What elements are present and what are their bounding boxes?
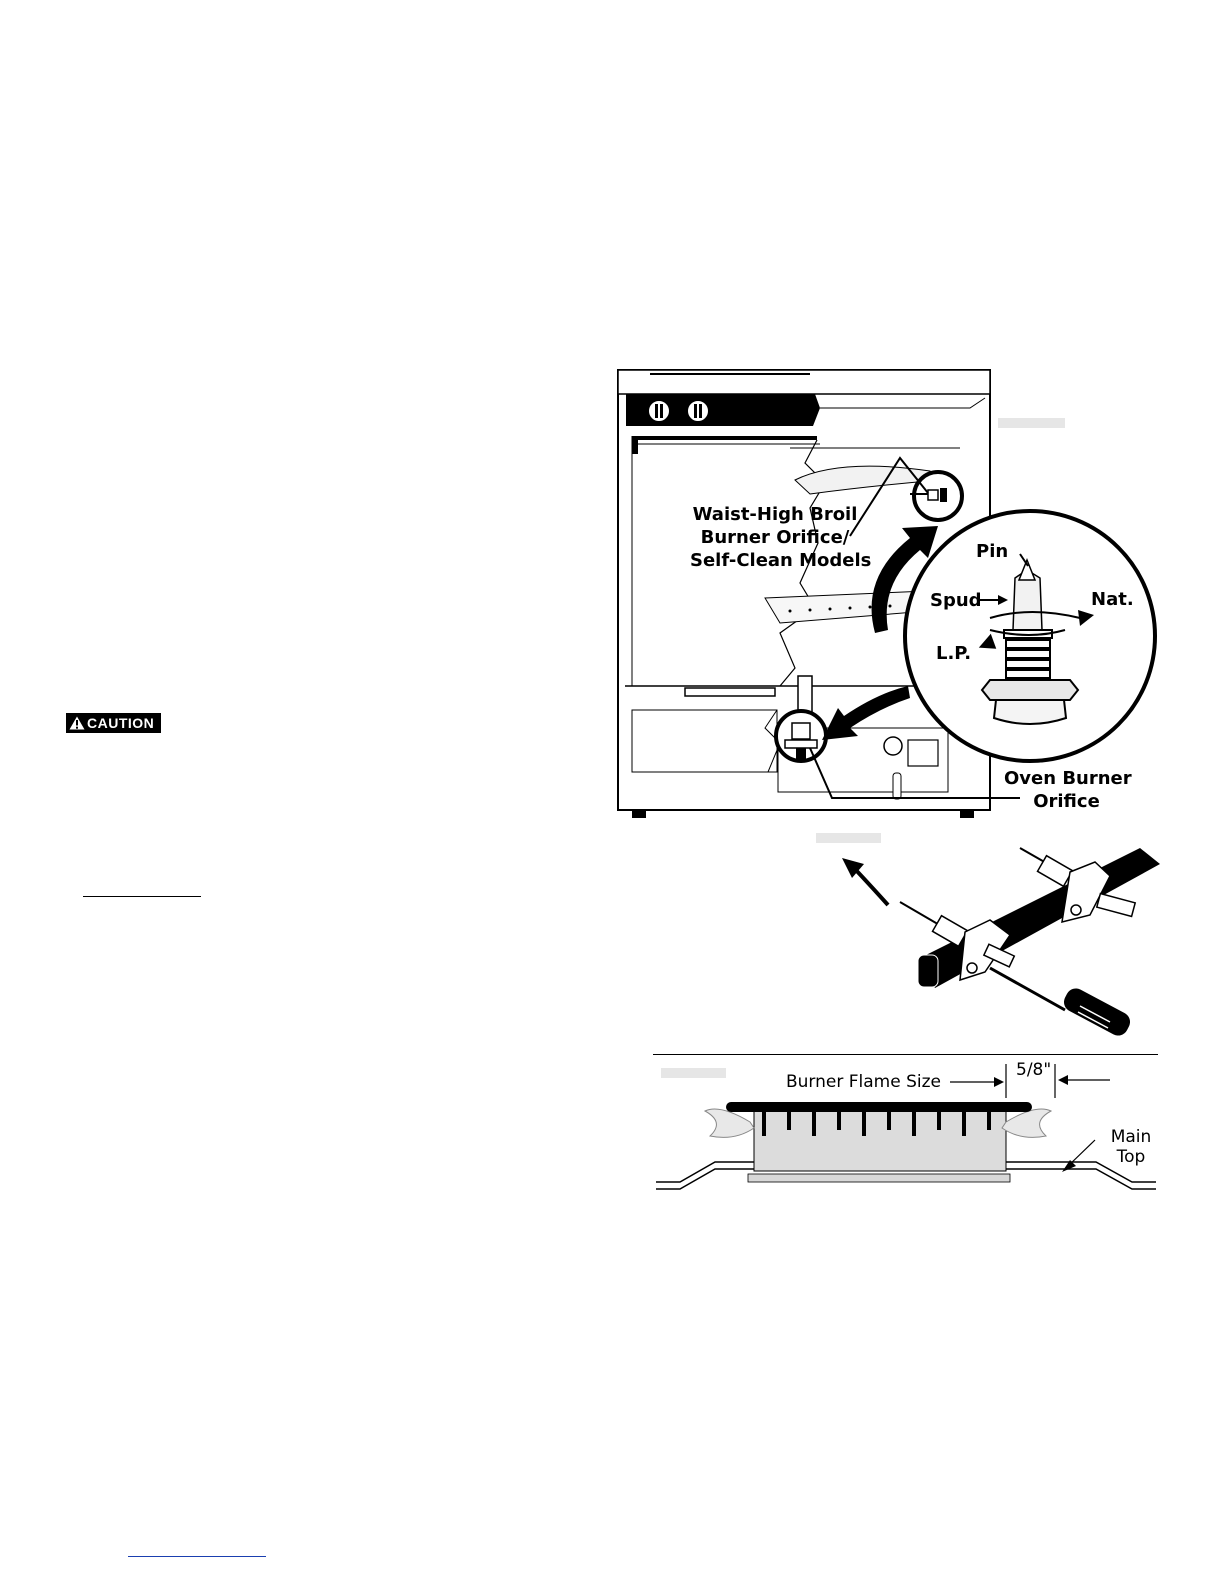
dimension-label: 5/8" xyxy=(1016,1060,1052,1080)
caution-label: CAUTION xyxy=(87,715,155,731)
oven-label-line-1: Oven Burner xyxy=(1004,768,1132,789)
broil-orifice-label xyxy=(690,503,872,572)
main-top-line-1: Main xyxy=(1110,1127,1152,1147)
main-top-line-2: Top xyxy=(1116,1147,1146,1167)
warning-triangle-icon xyxy=(69,716,85,730)
main-top-label xyxy=(1101,1127,1161,1167)
nat-label: Nat. xyxy=(1091,589,1134,610)
pin-label: Pin xyxy=(976,541,1009,562)
orifice-figure xyxy=(610,368,1170,828)
broil-label-line-3: Self-Clean Models xyxy=(690,550,872,571)
caution-badge xyxy=(66,713,161,733)
oven-orifice-label xyxy=(1004,767,1132,813)
lp-label: L.P. xyxy=(936,643,972,664)
flame-size-label: Burner Flame Size xyxy=(786,1072,941,1092)
figure-divider-line xyxy=(653,1054,1158,1055)
broil-label-line-1: Waist-High Broil xyxy=(692,504,858,525)
broil-label-line-2: Burner Orifice/ xyxy=(700,527,850,548)
oven-label-line-2: Orifice xyxy=(1033,791,1100,812)
spud-label: Spud xyxy=(930,590,982,611)
footer-link-underline xyxy=(128,1556,266,1557)
underline-rule xyxy=(83,896,201,897)
valve-adjustment-figure xyxy=(840,840,1170,1060)
